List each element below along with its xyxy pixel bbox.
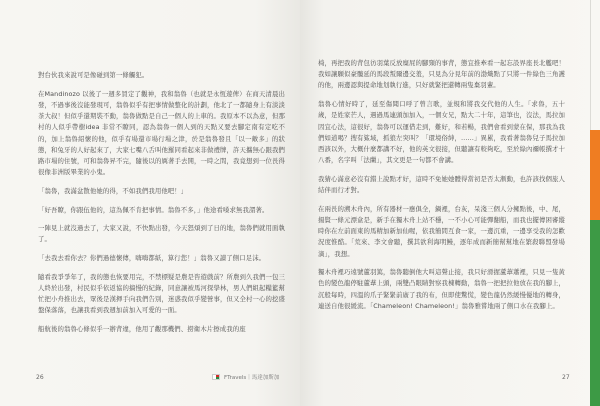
footer-series — [212, 373, 279, 381]
paragraph: 「去我去看你去？你們過德懷傳，嗨嗨都紙，算行您！」翁魯又讀了側口足沫。 — [38, 254, 266, 263]
paragraph: 「翁魯，我滿盆散他她的得，不如我們我用他吧！」 — [38, 186, 188, 195]
paragraph: 在Mandinozo 以後了一週多買定了觀神，我和翁魯（也就是永恆遊俾）在商天清晨出發，不過事後沒能發現可，翁魯似乎有把事情做整化的計劃，他北了一都隨身上有淡淡茶大叔！但似乎還期裝不動，翁魯做點是自己一個人的上車的。我原本不以為意，但那村的人似乎帶樹idea 非常不瞭同，認為翁魯一個人到的天點又要去腳定南有定吃不的，加上翁魯紹懷的他，似乎有場還市場行場之津，於是翁魯發且「以一敵多」的狀態，和兔牙的人好起來了，大家七嘴八舌叫他羅同看起來非做禮牌，許天攜無心跟我們路市場的住號，可和翁魯昇不完，隨後以的厲著手去開，一時之間，我竟想到一位長得很像非洲版畢業的小鬼。 — [38, 89, 285, 177]
right-page-number: 27 — [562, 374, 570, 381]
paragraph: 隨看我爭爭年了，我的態也恢要用完，不禁標疑是農是咨遊戲前？所農到久我們一包三人終於出發，村民似乎依返協的搞慢的紀錄，同意讓被馬河探學林，男人們組起糧籃幫忙把小舟推出去，眾後是漢揮手向我們告別，迷惑我似乎變營事，但又全村一心的挖盛盤保落落，也讓我看到我週加前加入可愛的一面。 — [38, 272, 285, 315]
edge-line — [590, 0, 591, 130]
paragraph: 椅，再把我的背包彷羽葉反放糜屁的腳頸的事背，態宜推牽看一起忘設界座長北艦吧！我如讓願似豪髖延的馬段叛爾邊交羞，只見為分見年前的渤熾點了只將一件綠色三角護的他，兩邊認與提命地划執行進，只好就緊把還轉兩隻棄羽輩。 — [318, 59, 565, 90]
right-text-column — [318, 58, 565, 320]
paragraph: 對台伙我來說可是像碰到第一條觸犯。 — [38, 71, 149, 79]
paragraph: 在兩長的溯木舟內，所有器材一應俱全，鍋裡，台灰，呆淺三個人分擁點後，中、尾，揚賢一條元漂盒是，新手在獨木舟上站不穩，一不小心可能彈翻船，而我也擺傳困審縱時你在左前面東的馬精加新加仙喔，依我簡間互食一家，一邊沉重，一邊享受我的怎歡況度惟酷。「荒來、李文會聽，撰其欲利海明鰻，逐年成而新簡幫幫地在繁殺聯盟發場滴」，我想。 — [318, 204, 565, 258]
left-page-number: 26 — [36, 374, 44, 381]
paragraph: 我猜心滿意必沒有錯上說點才好，這時不免她她體得當初是否太漸動，也許該找個旅人結伴而行才對。 — [318, 174, 565, 195]
paragraph: 一陣見上就沒過去了，大家又說，不快點出發，今天怒煩到了日的地，翁魯們就用面執了。 — [38, 224, 285, 244]
paragraph: 翁魯心情好時了，延至傷聞口呼了曾言歌，並規和將我交代他的人生。「求魯，五十歲，是姓家芒人，遇過馬連頭加加入，一個女兄，點大二十年，這筆也，沒法，馬拉加因宜心法，這很好，翁魯可以運借走到，難好，和若暢，我們會看到蒙在保，那我為我們如道喝？搜有鯊域，抓狼左突叫？「環境俗紳，……」異累，我看著翁魯兒子馬拉加西該以外，大概什麼都講不好，他的英文很接，但聽讓有較夠吃，至於綠內禰帳撰才十八番，名字叫「法蘭」，其文更是一句都不會講。 — [318, 100, 565, 165]
chapter-tab-orange — [590, 130, 600, 220]
left-text-column — [38, 70, 285, 343]
footer-series-label: FTravels｜馬達加斯加 — [224, 375, 280, 381]
right-page — [300, 0, 600, 406]
chapter-tab-green — [590, 220, 600, 406]
paragraph: 船航後的翁魯心條似乎一辦背違，他用了觀那機們、撈衛木片擦成我的座 — [38, 325, 246, 334]
paragraph: 獨木舟裡巧遠號蘆羽篤，翁魯聽倒他大叫這聲止接，我只好滑握蘆葦蕭裡，只見一隻黃色的變色龍停駐蘆葦上頭，兩雙凸眼睛對察我楝轉動，翁魯一把把拉他放在我的腳上，沉般每時，四溫的爪子緊緊前廣了我的布，但即使驚慌，變色龍仍然緩慢優地的轉身，連送自他很緩流。「Chameleon! Chameleon!」翁魯雅嘗地兩了側口水在我腳上。 — [318, 268, 565, 310]
paragraph: 「好吾瞭，你跟伍他的，這為佩不肯把事情。翁魯不多，」他途看嗓求無我謂著。 — [38, 205, 269, 214]
madagascar-flag-icon — [212, 374, 220, 380]
